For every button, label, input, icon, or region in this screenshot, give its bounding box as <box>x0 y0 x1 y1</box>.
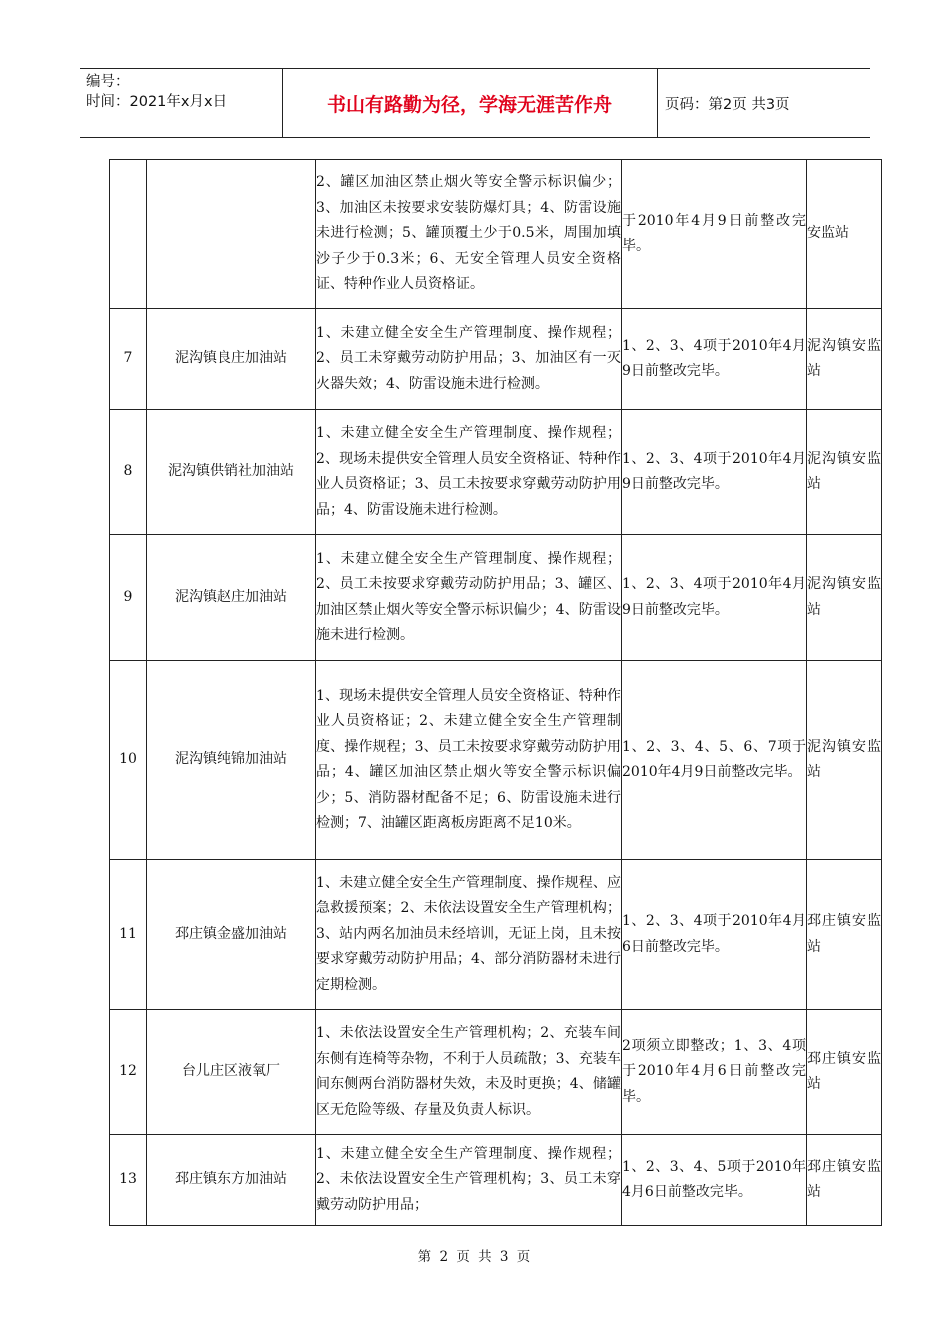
row-number: 10 <box>110 661 147 860</box>
responsible-unit: 泥沟镇安监站 <box>807 661 882 860</box>
responsible-unit: 邳庄镇安监站 <box>807 1135 882 1226</box>
issue-list: 1、未建立健全安全生产管理制度、操作规程；2、员工未穿戴劳动防护用品；3、加油区有一灭火器失效；4、防雷设施未进行检测。 <box>316 309 622 410</box>
header-page-code: 页码：第2页 共3页 <box>665 96 790 113</box>
responsible-unit: 泥沟镇安监站 <box>807 535 882 661</box>
issue-list: 2、罐区加油区禁止烟火等安全警示标识偏少；3、加油区未按要求安装防爆灯具；4、防雷设施未进行检测；5、罐顶覆土少于0.5米，周围加填沙子少于0.3米；6、无安全管理人员安全资格证、特种作业人员资格证。 <box>316 160 622 309</box>
responsible-unit: 邳庄镇安监站 <box>807 860 882 1010</box>
responsible-unit: 安监站 <box>807 160 882 309</box>
issue-list: 1、现场未提供安全管理人员安全资格证、特种作业人员资格证；2、未建立健全安全生产管理制度、操作规程；3、员工未按要求穿戴劳动防护用品；4、罐区加油区禁止烟火等安全警示标识偏少；5、消防器材配备不足；6、防雷设施未进行检测；7、油罐区距离板房距离不足10米。 <box>316 661 622 860</box>
rectification-deadline: 1、2、3、4项于2010年4月9日前整改完毕。 <box>622 410 807 535</box>
header-info <box>80 69 283 137</box>
row-number: 8 <box>110 410 147 535</box>
rectification-deadline: 1、2、3、4项于2010年4月9日前整改完毕。 <box>622 309 807 410</box>
table-row <box>110 309 882 410</box>
table-row <box>110 160 882 309</box>
row-number: 9 <box>110 535 147 661</box>
table-row <box>110 1010 882 1135</box>
rectification-table <box>109 159 882 1226</box>
page-header <box>80 68 870 138</box>
row-number <box>110 160 147 309</box>
station-name <box>147 160 316 309</box>
issue-list: 1、未建立健全安全生产管理制度、操作规程；2、员工未按要求穿戴劳动防护用品；3、罐区、加油区禁止烟火等安全警示标识偏少；4、防雷设施未进行检测。 <box>316 535 622 661</box>
row-number: 12 <box>110 1010 147 1135</box>
document-number-label: 编号： <box>86 74 130 90</box>
rectification-deadline: 1、2、3、4、5项于2010年4月6日前整改完毕。 <box>622 1135 807 1226</box>
responsible-unit: 泥沟镇安监站 <box>807 309 882 410</box>
rectification-deadline: 1、2、3、4、5、6、7项于2010年4月9日前整改完毕。 <box>622 661 807 860</box>
table-row <box>110 535 882 661</box>
table-row <box>110 1135 882 1226</box>
issue-list: 1、未建立健全安全生产管理制度、操作规程；2、未依法设置安全生产管理机构；3、员工未穿戴劳动防护用品； <box>316 1135 622 1226</box>
station-name: 泥沟镇供销社加油站 <box>147 410 316 535</box>
document-time-label: 时间：2021年x月x日 <box>86 94 228 110</box>
issue-list: 1、未建立健全安全生产管理制度、操作规程、应急救援预案；2、未依法设置安全生产管理机构；3、站内两名加油员未经培训，无证上岗，且未按要求穿戴劳动防护用品；4、部分消防器材未进行定期检测。 <box>316 860 622 1010</box>
issue-list: 1、未依法设置安全生产管理机构；2、充装车间东侧有连椅等杂物，不利于人员疏散；3、充装车间东侧两台消防器材失效，未及时更换；4、储罐区无危险等级、存量及负责人标识。 <box>316 1010 622 1135</box>
page-footer: 第 2 页 共 3 页 <box>417 1249 533 1265</box>
row-number: 11 <box>110 860 147 1010</box>
issue-list: 1、未建立健全安全生产管理制度、操作规程；2、现场未提供安全管理人员安全资格证、特种作业人员资格证；3、员工未按要求穿戴劳动防护用品；4、防雷设施未进行检测。 <box>316 410 622 535</box>
table-row <box>110 661 882 860</box>
responsible-unit: 泥沟镇安监站 <box>807 410 882 535</box>
station-name: 邳庄镇金盛加油站 <box>147 860 316 1010</box>
row-number: 13 <box>110 1135 147 1226</box>
station-name: 邳庄镇东方加油站 <box>147 1135 316 1226</box>
row-number: 7 <box>110 309 147 410</box>
table-row <box>110 860 882 1010</box>
responsible-unit: 邳庄镇安监站 <box>807 1010 882 1135</box>
rectification-deadline: 1、2、3、4项于2010年4月6日前整改完毕。 <box>622 860 807 1010</box>
station-name: 泥沟镇良庄加油站 <box>147 309 316 410</box>
table-row <box>110 410 882 535</box>
rectification-deadline: 于2010年4月9日前整改完毕。 <box>622 160 807 309</box>
station-name: 泥沟镇赵庄加油站 <box>147 535 316 661</box>
header-motto: 书山有路勤为径，学海无涯苦作舟 <box>282 69 658 137</box>
rectification-deadline: 1、2、3、4项于2010年4月9日前整改完毕。 <box>622 535 807 661</box>
station-name: 台儿庄区液氧厂 <box>147 1010 316 1135</box>
station-name: 泥沟镇纯锦加油站 <box>147 661 316 860</box>
rectification-deadline: 2项须立即整改；1、3、4项于2010年4月6日前整改完毕。 <box>622 1010 807 1135</box>
